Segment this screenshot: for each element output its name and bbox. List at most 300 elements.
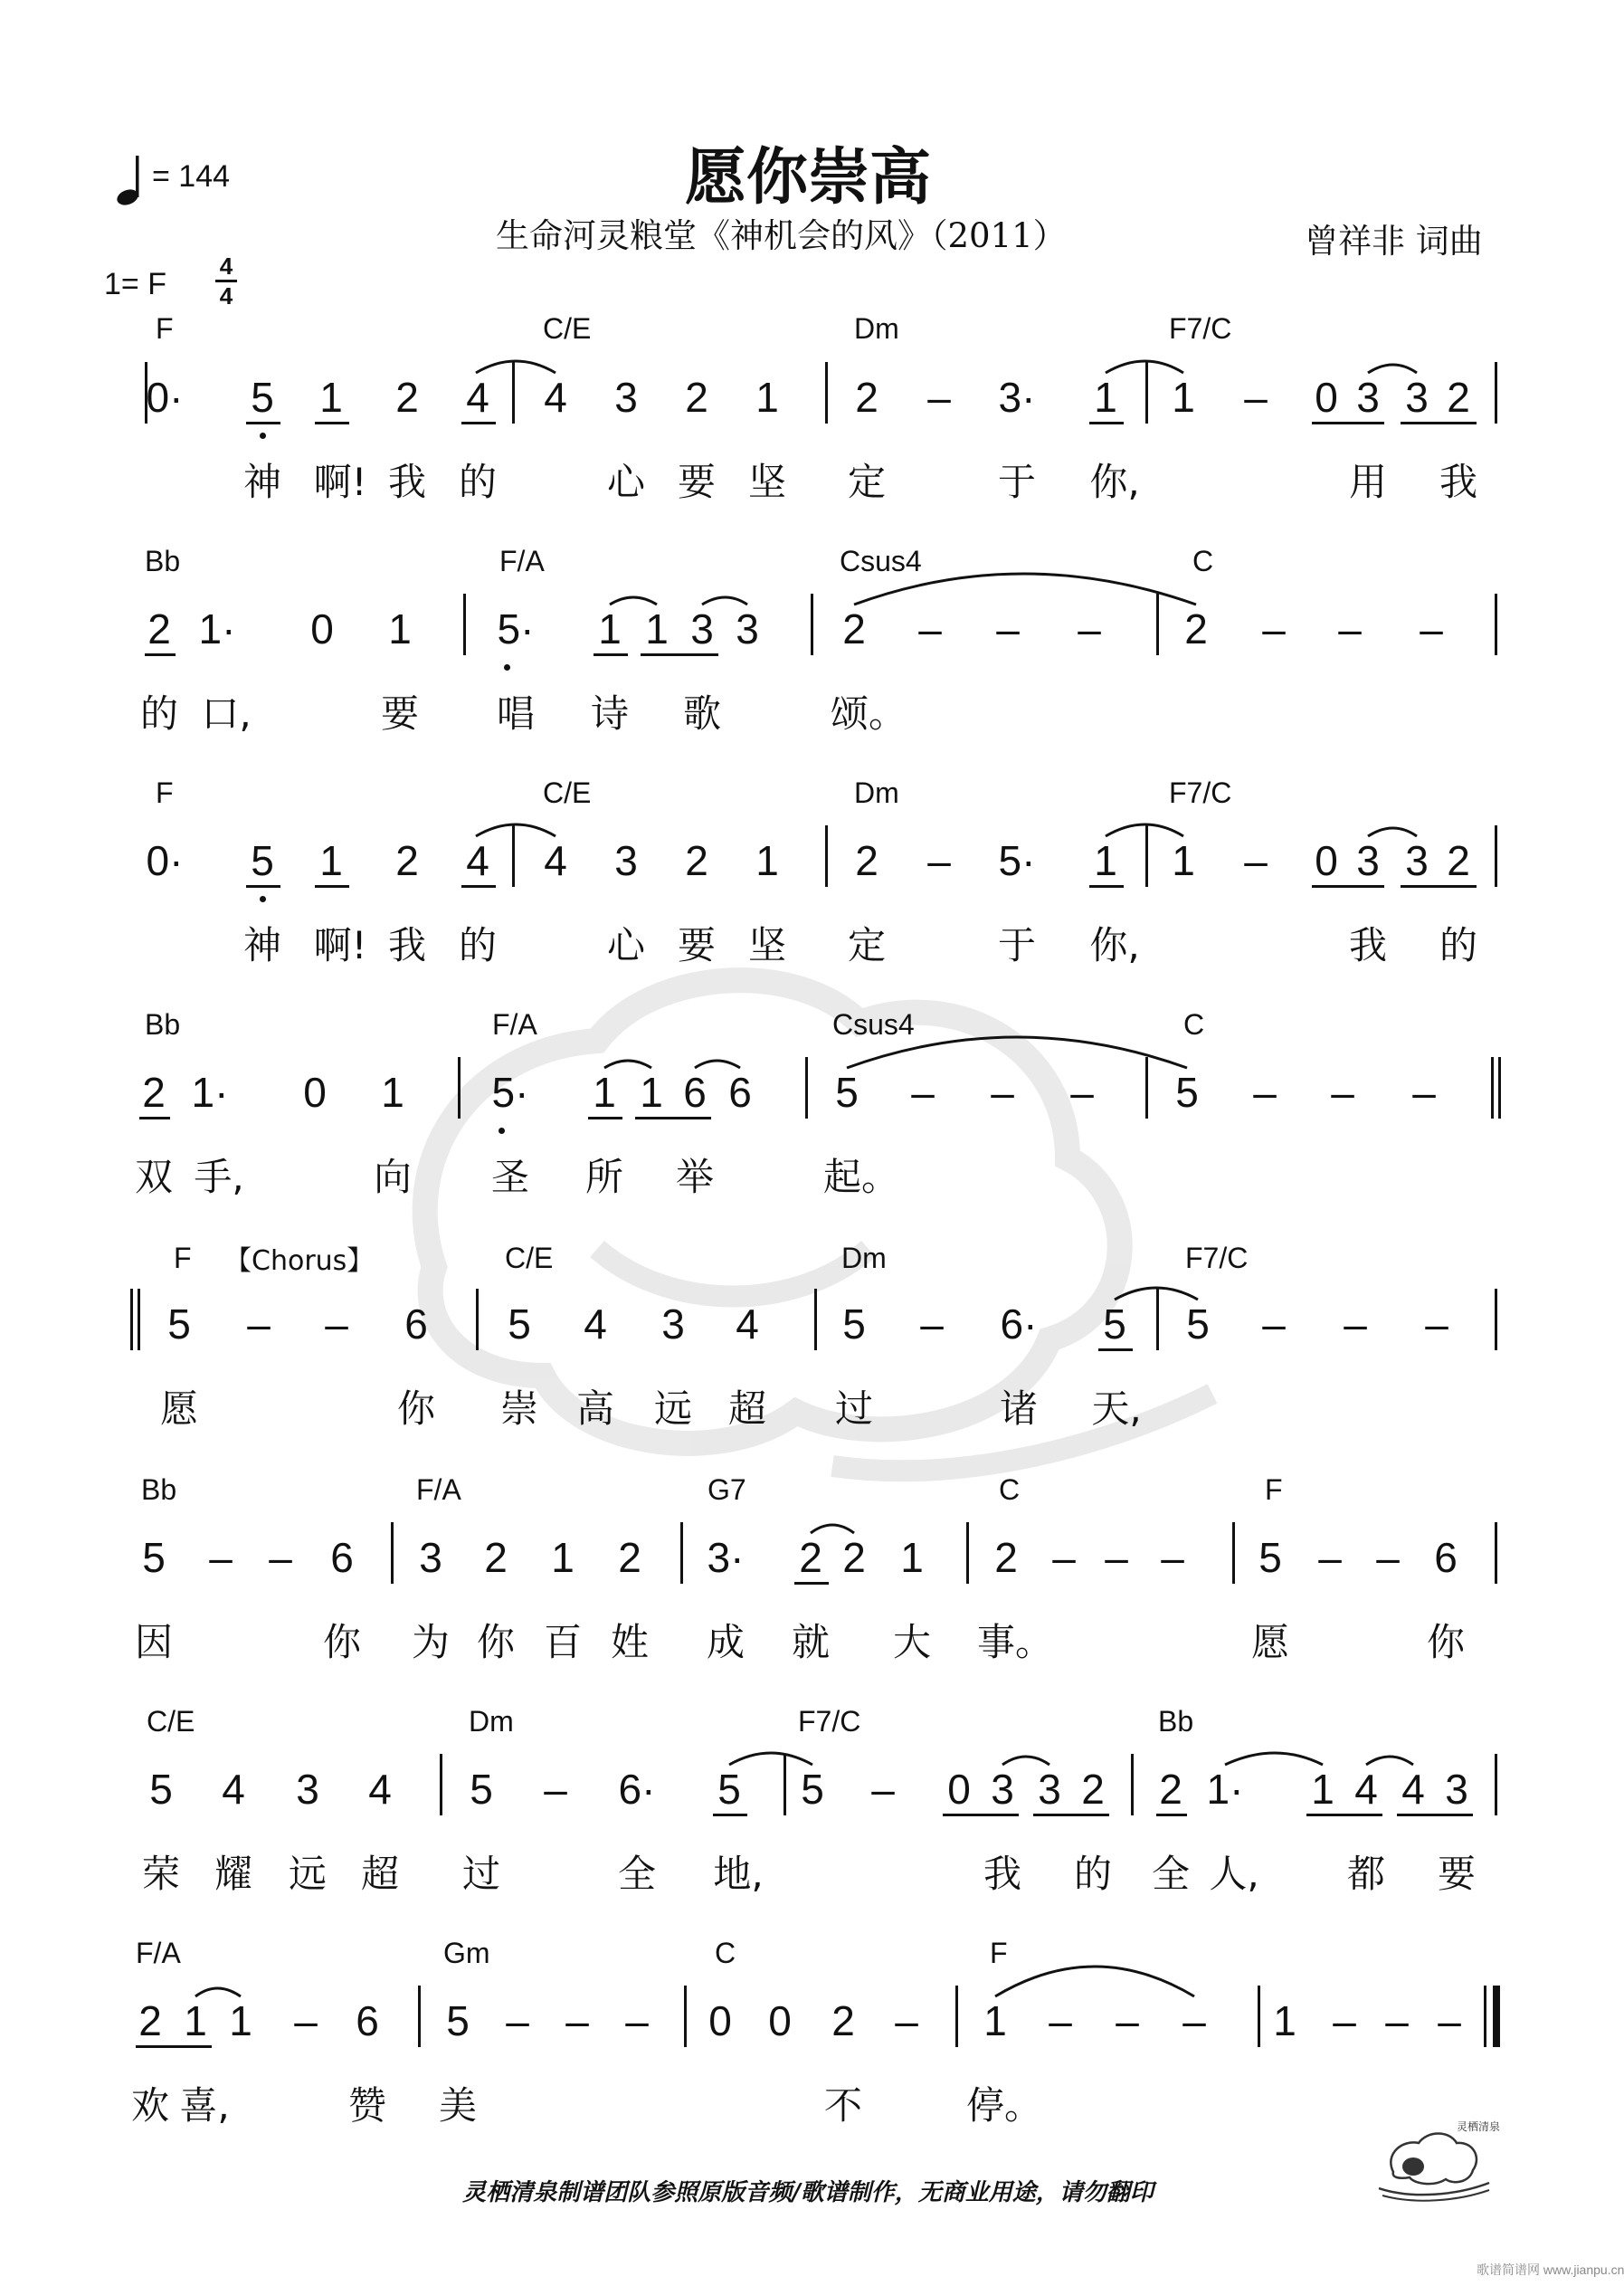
note: 1: [381, 1069, 404, 1116]
note: 2: [484, 1534, 508, 1581]
note: –: [1338, 605, 1362, 652]
note: 6·: [618, 1766, 656, 1813]
barline: [463, 594, 466, 655]
note: 1·: [198, 605, 236, 652]
underline: [315, 422, 349, 424]
note: –: [1344, 1300, 1367, 1348]
lyric: 崇: [499, 1386, 539, 1431]
lyric: 心: [606, 460, 646, 504]
underline: [1156, 1814, 1187, 1816]
note: –: [1331, 1069, 1354, 1116]
tie: [702, 597, 747, 605]
lyric: 坚: [747, 460, 787, 504]
chord: F/A: [492, 1008, 537, 1041]
note: 3: [1405, 837, 1429, 884]
underline: [1089, 885, 1124, 888]
note: 6: [356, 1997, 379, 2044]
note: 3: [1038, 1766, 1061, 1813]
tie: [1002, 1757, 1049, 1765]
underline: [246, 422, 280, 424]
time-signature-bottom: 4: [219, 282, 233, 310]
note: –: [1412, 1069, 1436, 1116]
note: –: [294, 1997, 318, 2044]
note: –: [1052, 1534, 1076, 1581]
note: 2: [138, 1997, 162, 2044]
lyric: 神: [242, 923, 282, 967]
note: 3·: [998, 374, 1036, 421]
underline: [588, 1117, 622, 1119]
lyric: 姓: [610, 1620, 650, 1664]
note: –: [1425, 1300, 1448, 1348]
underline: [139, 1117, 170, 1119]
note: 2: [1184, 605, 1208, 652]
lyric: 要: [1437, 1852, 1477, 1896]
note: 5: [142, 1534, 166, 1581]
note: 3: [419, 1534, 442, 1581]
key-signature: 1= F: [104, 267, 166, 301]
barline: [1156, 594, 1159, 655]
chord: F7/C: [1169, 776, 1232, 809]
lyric: 的: [1073, 1852, 1113, 1896]
note: 2: [1447, 837, 1470, 884]
note: 1: [184, 1997, 207, 2044]
lyric: 大: [892, 1620, 932, 1664]
note: –: [1105, 1534, 1128, 1581]
barline: [684, 1986, 687, 2047]
note: –: [1049, 1997, 1072, 2044]
lyric: 过: [461, 1852, 501, 1896]
barline: [680, 1522, 683, 1584]
lyric: 全: [1151, 1852, 1191, 1896]
lyric: 你,: [1089, 460, 1140, 504]
note: 3: [690, 605, 714, 652]
time-signature-top: 4: [219, 252, 233, 280]
lyric: 双: [134, 1155, 174, 1199]
note: 2: [685, 837, 708, 884]
note: 2: [831, 1997, 855, 2044]
note: 0·: [146, 837, 184, 884]
chord: Bb: [1158, 1705, 1194, 1738]
lyric: 我: [387, 923, 427, 967]
underline: [461, 422, 496, 424]
chord: C/E: [505, 1242, 554, 1274]
note: –: [1385, 1997, 1409, 2044]
barline: [512, 362, 515, 424]
note: 1·: [1206, 1766, 1244, 1813]
barline: [440, 1754, 442, 1815]
note: 4: [368, 1766, 392, 1813]
chord: F/A: [499, 545, 545, 577]
note: 1: [645, 605, 669, 652]
barline: [1145, 1057, 1148, 1119]
note: 6: [728, 1069, 752, 1116]
note: 0: [708, 1997, 732, 2044]
lyric: 荣: [141, 1852, 181, 1896]
note: –: [625, 1997, 649, 2044]
quarter-note-icon: [116, 152, 148, 206]
note: 3: [1405, 374, 1429, 421]
lyric: 于: [997, 460, 1037, 504]
lyric: 心: [606, 923, 646, 967]
lyric: 手,: [194, 1155, 244, 1199]
note: 5: [1175, 1069, 1199, 1116]
note: 1: [229, 1997, 252, 2044]
note: 3: [614, 374, 638, 421]
note: 1: [755, 837, 779, 884]
note: 2: [618, 1534, 641, 1581]
note: 1: [755, 374, 779, 421]
lyric: 定: [847, 923, 887, 967]
note: –: [506, 1997, 529, 2044]
tie: [1368, 365, 1417, 373]
note: –: [544, 1766, 567, 1813]
note: –: [269, 1534, 292, 1581]
note: 1: [983, 1997, 1007, 2044]
note: 5·: [998, 837, 1036, 884]
note: 3: [296, 1766, 319, 1813]
composer-credit: 曾祥非 词曲: [1305, 222, 1483, 261]
chord: C: [999, 1473, 1021, 1506]
lower-octave-dot: [260, 433, 266, 439]
tie: [1366, 1757, 1413, 1765]
barline: [1491, 1057, 1494, 1119]
chord: Gm: [443, 1937, 490, 1969]
lyric: 的: [1439, 923, 1478, 967]
chord: G7: [708, 1473, 746, 1506]
barline: [512, 825, 515, 887]
lyric: 你,: [1089, 923, 1140, 967]
lyric: 要: [677, 923, 717, 967]
lyric: 远: [288, 1852, 328, 1896]
note: 1: [388, 605, 412, 652]
lyric: 全: [617, 1852, 657, 1896]
chord: F7/C: [1169, 312, 1232, 345]
note: –: [871, 1766, 895, 1813]
note: 4: [466, 374, 489, 421]
lyric: 要: [380, 691, 420, 736]
lyric: 于: [997, 923, 1037, 967]
note: 3: [1445, 1766, 1468, 1813]
barline: [784, 1754, 786, 1815]
note: 3: [661, 1300, 685, 1348]
note: 1: [640, 1069, 663, 1116]
lyric: 超: [727, 1386, 767, 1431]
lyric: 成: [706, 1620, 746, 1664]
lyric: 赞: [347, 2083, 387, 2128]
note: 1: [1273, 1997, 1296, 2044]
note: 4: [222, 1766, 245, 1813]
chorus-section-label: 【Chorus】: [224, 1245, 375, 1277]
chord: F: [1265, 1473, 1283, 1506]
lyric: 喜,: [179, 2083, 230, 2128]
note: –: [1253, 1069, 1277, 1116]
lyric: 耀: [214, 1852, 253, 1896]
note: 4: [1401, 1766, 1425, 1813]
barline: [825, 825, 828, 887]
underline: [1312, 422, 1384, 424]
note: –: [1161, 1534, 1184, 1581]
note: 2: [1081, 1766, 1105, 1813]
underline: [315, 885, 349, 888]
barline: [966, 1522, 969, 1584]
chord: F: [990, 1937, 1008, 1969]
note: –: [1078, 605, 1101, 652]
lyric: 地,: [713, 1852, 764, 1896]
underline: [1397, 1814, 1473, 1816]
chord: F: [156, 776, 174, 809]
lyric: 定: [847, 460, 887, 504]
underline: [1033, 1814, 1109, 1816]
lyric: 停。: [965, 2083, 1043, 2128]
barline: [138, 1289, 140, 1350]
note: 2: [842, 1534, 866, 1581]
lyric: 要: [677, 460, 717, 504]
chord: Dm: [854, 776, 899, 809]
underline: [1401, 885, 1477, 888]
note: 5: [801, 1766, 824, 1813]
underline: [1306, 1814, 1382, 1816]
lyric: 百: [543, 1620, 583, 1664]
lyric: 我: [387, 460, 427, 504]
note: 3: [1356, 837, 1380, 884]
note: 6: [330, 1534, 354, 1581]
note: 1: [319, 374, 343, 421]
note: 1: [1311, 1766, 1334, 1813]
note: 2: [142, 1069, 166, 1116]
lyric: 人,: [1209, 1852, 1259, 1896]
lyric: 你: [1426, 1620, 1466, 1664]
note: 2: [1447, 374, 1470, 421]
lyric: 啊!: [313, 460, 367, 504]
underline: [713, 1814, 747, 1816]
note: 3: [1356, 374, 1380, 421]
note: 0: [310, 605, 334, 652]
note: 1: [1094, 374, 1117, 421]
note: 2: [685, 374, 708, 421]
lyric: 的: [458, 923, 498, 967]
note: 5: [508, 1300, 531, 1348]
note: –: [1333, 1997, 1356, 2044]
slur: [854, 574, 1196, 605]
note: 5: [149, 1766, 173, 1813]
lyric: 愿: [1250, 1620, 1290, 1664]
barline: [1495, 362, 1497, 424]
note: 5: [717, 1766, 741, 1813]
note: 0: [1315, 837, 1338, 884]
note: 2: [855, 837, 878, 884]
underline: [1098, 1348, 1133, 1351]
lyric: 啊!: [313, 923, 367, 967]
lyric: 歌: [682, 691, 722, 736]
note: 3·: [707, 1534, 745, 1581]
note: –: [1182, 1997, 1206, 2044]
note: 2: [1159, 1766, 1182, 1813]
note: 2: [395, 374, 419, 421]
note: 2: [147, 605, 171, 652]
note: 5: [842, 1300, 866, 1348]
underline: [1089, 422, 1124, 424]
footer-credit: 灵栖清泉制谱团队参照原版音频/歌谱制作，无商业用途，请勿翻印: [462, 2179, 1154, 2206]
note: 4: [544, 374, 567, 421]
chord: F: [174, 1242, 192, 1274]
note: –: [1420, 605, 1443, 652]
note: 4: [1354, 1766, 1378, 1813]
note: 1: [900, 1534, 924, 1581]
lyric: 都: [1346, 1852, 1386, 1896]
chord: Bb: [145, 545, 181, 577]
logo-text: 灵栖清泉: [1457, 2120, 1501, 2133]
barline: [1232, 1522, 1235, 1584]
lyric: 你: [322, 1620, 362, 1664]
note: 0: [1315, 374, 1338, 421]
barline: [1258, 1986, 1260, 2047]
note: 0: [768, 1997, 792, 2044]
lyric: 就: [791, 1620, 831, 1664]
note: –: [325, 1300, 348, 1348]
barline: [1495, 1289, 1497, 1350]
lyric: 口,: [201, 691, 252, 736]
song-title: 愿你崇高: [684, 142, 931, 214]
lyric: 愿: [159, 1386, 199, 1431]
note: –: [1070, 1069, 1094, 1116]
lyric: 不: [823, 2083, 863, 2128]
chord: F/A: [416, 1473, 461, 1506]
barline: [391, 1522, 394, 1584]
underline: [461, 885, 496, 888]
sheep-logo-icon: [1375, 2118, 1501, 2199]
chord: Bb: [141, 1473, 177, 1506]
note: –: [918, 605, 942, 652]
chord: Csus4: [840, 545, 922, 577]
double-barline: [130, 1289, 133, 1350]
note: 6: [683, 1069, 707, 1116]
lyric: 远: [653, 1386, 693, 1431]
note: 1: [1172, 837, 1195, 884]
barline: [1495, 825, 1497, 887]
note: 3: [736, 605, 759, 652]
lower-octave-dot: [260, 896, 266, 902]
note: –: [996, 605, 1020, 652]
barline: [814, 1289, 817, 1350]
note: –: [1262, 605, 1286, 652]
barline: [1495, 1754, 1497, 1815]
chord: Csus4: [832, 1008, 915, 1041]
lyric: 用: [1348, 460, 1388, 504]
note: 1: [1172, 374, 1195, 421]
barline: [418, 1986, 421, 2047]
note: 1: [551, 1534, 575, 1581]
note: 5: [446, 1997, 470, 2044]
chord: Dm: [469, 1705, 514, 1738]
final-barline-thick: [1493, 1986, 1500, 2047]
barline: [1131, 1754, 1134, 1815]
note: 0: [303, 1069, 327, 1116]
note: 1·: [191, 1069, 229, 1116]
lyric: 你: [476, 1620, 516, 1664]
underline: [145, 653, 176, 656]
chord: Dm: [841, 1242, 887, 1274]
lyric: 我: [1348, 923, 1388, 967]
chord: C/E: [543, 776, 592, 809]
chord: F: [156, 312, 174, 345]
barline: [1495, 1522, 1497, 1584]
lyric: 你: [396, 1386, 436, 1431]
lyric: 因: [134, 1620, 174, 1664]
note: –: [1262, 1300, 1286, 1348]
note: –: [1318, 1534, 1342, 1581]
lyric: 起。: [822, 1155, 900, 1199]
note: –: [920, 1300, 944, 1348]
note: 6·: [1000, 1300, 1038, 1348]
chord: Dm: [854, 312, 899, 345]
lyric: 为: [411, 1620, 451, 1664]
note: 2: [799, 1534, 822, 1581]
note: 1: [598, 605, 622, 652]
tie: [610, 597, 657, 605]
lyric: 的: [139, 691, 179, 736]
note: –: [1244, 374, 1268, 421]
lyric: 我: [1439, 460, 1478, 504]
lyric: 举: [675, 1155, 715, 1199]
underline: [1401, 422, 1477, 424]
underline: [635, 1117, 711, 1119]
corner-watermark: 歌谱简谱网 www.jianpu.cn: [1477, 2262, 1624, 2277]
note: –: [247, 1300, 271, 1348]
tie: [476, 361, 556, 373]
note: 3: [991, 1766, 1014, 1813]
note: 3: [614, 837, 638, 884]
tie: [1368, 828, 1417, 836]
note: –: [991, 1069, 1014, 1116]
slur: [1225, 1753, 1323, 1765]
note: 5: [835, 1069, 859, 1116]
note: 4: [584, 1300, 607, 1348]
note: 5: [470, 1766, 493, 1813]
note: 5: [251, 837, 274, 884]
barline: [476, 1289, 479, 1350]
note: 2: [842, 605, 866, 652]
underline: [1312, 885, 1384, 888]
note: 2: [994, 1534, 1018, 1581]
note: 5: [1103, 1300, 1126, 1348]
tie: [476, 824, 556, 836]
note: 5: [251, 374, 274, 421]
note: –: [895, 1997, 918, 2044]
lyric: 颂。: [830, 691, 907, 736]
note: –: [1116, 1997, 1139, 2044]
lyric: 坚: [747, 923, 787, 967]
lyric: 过: [834, 1386, 874, 1431]
barline: [811, 594, 813, 655]
underline: [943, 1814, 1019, 1816]
note: –: [1244, 837, 1268, 884]
lyric: 欢: [130, 2083, 170, 2128]
lyric: 圣: [490, 1155, 530, 1199]
tie: [195, 1988, 241, 1996]
lyric: 超: [360, 1852, 400, 1896]
lyric: 天,: [1091, 1386, 1142, 1431]
lyric: 我: [983, 1852, 1022, 1896]
note: 1: [319, 837, 343, 884]
note: –: [927, 837, 951, 884]
barline: [955, 1986, 958, 2047]
lyric: 所: [584, 1155, 624, 1199]
note: –: [1376, 1534, 1400, 1581]
lower-octave-dot: [504, 664, 510, 671]
note: 0: [947, 1766, 971, 1813]
note: 5·: [497, 605, 535, 652]
underline: [594, 653, 628, 656]
